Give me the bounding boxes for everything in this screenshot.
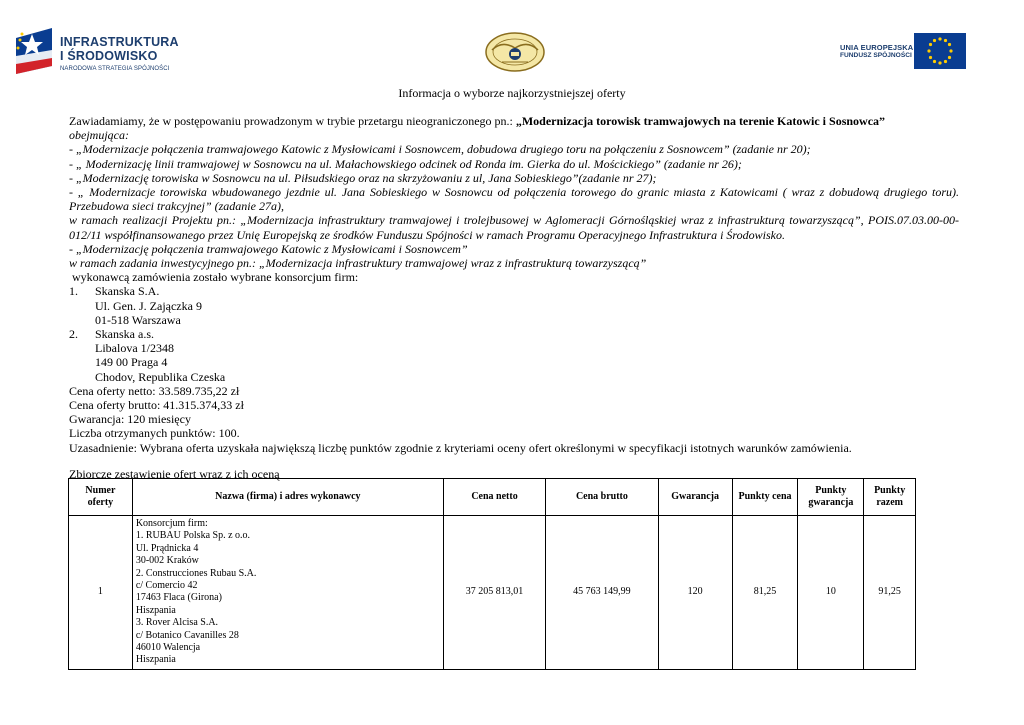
scope-label: obejmująca:	[69, 128, 129, 143]
scope-item: - „Modernizację połączenia tramwajowego Katowic z Mysłowicami i Sosnowcem”	[69, 241, 468, 256]
firm-address-line: c/ Comercio 42	[135, 580, 198, 592]
firm-address-line: Hiszpania	[135, 604, 176, 616]
poland-flag-star-icon	[12, 26, 56, 76]
col-header-number: Numer oferty	[69, 479, 133, 516]
firm-entry	[69, 327, 959, 341]
table-header-row	[69, 479, 916, 516]
cell-number: 1	[69, 516, 133, 670]
col-header-netto: Cena netto	[443, 479, 545, 516]
header	[0, 0, 1024, 80]
summary-points: Liczba otrzymanych punktów: 100.	[69, 426, 240, 441]
col-header-points-total: Punkty razem	[864, 479, 916, 516]
table-row	[69, 516, 916, 670]
cell-guarantee: 120	[658, 516, 732, 670]
firm-number: 1.	[69, 284, 78, 299]
firm-line: Ul. Gen. J. Zajączka 9	[95, 298, 202, 313]
scope-investment: w ramach zadania inwestycyjnego pn.: „Modernizacja infrastruktury tramwajowej wraz z infrastrukturą towarzyszącą”	[69, 256, 647, 271]
scope-item: - „ Modernizację linii tramwajowej w Sosnowcu na ul. Małachowskiego odcinek od Ronda im. Gierka do ul. Mościckiego” (zadanie nr 26);	[69, 156, 742, 171]
firm-line: Chodov, Republika Czeska	[95, 369, 226, 384]
firm-line: Skanska S.A.	[95, 284, 160, 299]
firm-entry	[69, 284, 959, 298]
logo-line-1: INFRASTRUKTURA	[60, 35, 179, 49]
col-header-guarantee: Gwarancja	[658, 479, 732, 516]
firm-address-line: 30-002 Kraków	[135, 555, 199, 567]
col-header-points-guarantee: Punkty gwarancja	[798, 479, 864, 516]
cell-firm	[132, 516, 443, 670]
summary-guarantee: Gwarancja: 120 miesięcy	[69, 412, 191, 427]
ue-line-1: UNIA EUROPEJSKA	[840, 43, 914, 52]
document-body	[69, 114, 959, 481]
eu-flag-icon	[914, 33, 966, 69]
summary-netto: Cena oferty netto: 33.589.735,22 zł	[69, 383, 240, 398]
col-header-brutto: Cena brutto	[546, 479, 658, 516]
cell-points-price: 81,25	[732, 516, 798, 670]
col-header-name: Nazwa (firma) i adres wykonawcy	[132, 479, 443, 516]
firm-address-line: Hiszpania	[135, 654, 176, 666]
spacer	[69, 455, 959, 467]
cell-brutto: 45 763 149,99	[546, 516, 658, 670]
firm-address-line: 17463 Flaca (Girona)	[135, 592, 222, 604]
offers-table	[68, 478, 916, 670]
firm-line: Skanska a.s.	[95, 327, 154, 342]
intro-project-name: „Modernizacja torowisk tramwajowych na terenie Katowic i Sosnowca”	[515, 114, 886, 128]
intro-prefix: Zawiadamiamy, że w postępowaniu prowadzonym w trybie przetargu nieograniczonego pn.:	[69, 114, 516, 128]
firm-number: 2.	[69, 327, 78, 342]
cell-points-guarantee: 10	[798, 516, 864, 670]
firm-address-line: Konsorcjum firm:	[135, 518, 208, 529]
infrastruktura-srodowisko-logo	[10, 24, 180, 80]
winner-intro: wykonawcą zamówienia zostało wybrane konsorcjum firm:	[69, 270, 359, 285]
firm-address-line: c/ Botanico Cavanilles 28	[135, 629, 239, 641]
firm-line: 149 00 Praga 4	[95, 355, 168, 370]
cell-points-total: 91,25	[864, 516, 916, 670]
scope-item: - „Modernizację torowiska w Sosnowcu na ul. Piłsudskiego oraz na skrzyżowaniu z ul, Jana Sobieskiego”(zadanie nr 27);	[69, 170, 657, 185]
firm-address-line: 46010 Walencja	[135, 642, 201, 654]
firm-address-line: 2. Construcciones Rubau S.A.	[135, 567, 257, 579]
cell-netto: 37 205 813,01	[443, 516, 545, 670]
tramwaje-slaskie-emblem-icon	[484, 30, 546, 74]
firm-address-line: 1. RUBAU Polska Sp. z o.o.	[135, 530, 251, 542]
ue-line-2: FUNDUSZ SPÓJNOŚCI	[840, 52, 912, 59]
unia-europejska-logo	[836, 32, 968, 72]
summary-justification: Uzasadnienie: Wybrana oferta uzyskała największą liczbę punktów zgodnie z kryteriami oceny ofert określonymi w specyfikacji istotnych warunków zamówienia.	[69, 440, 852, 455]
scope-item: - „ Modernizacje torowiska wbudowanego jezdnie ul. Jana Sobieskiego w Sosnowcu od połączenia torowego do granic miasta z Katowicami ( wraz z dobudową drugiego toru). Przebudowa sieci trakcyjnej” (zadanie 27a),	[69, 185, 959, 214]
logo-line-2: I ŚRODOWISKO	[60, 49, 158, 63]
firm-line: 01-518 Warszawa	[95, 312, 181, 327]
scope-item: - „Modernizacje połączenia tramwajowego Katowic z Mysłowicami i Sosnowcem, dobudowa drugiego toru na połączeniu z Sosnowcem” (zadanie nr 20);	[69, 142, 811, 157]
summary-brutto: Cena oferty brutto: 41.315.374,33 zł	[69, 398, 244, 413]
scope-project: w ramach realizacji Projektu pn.: „Modernizacja infrastruktury tramwajowej i trolejbusowej w Aglomeracji Górnośląskiej wraz z infrastrukturą towarzyszącą”, POIS.07.03.00-00-012/11 współfinansowanego przez Unię Europejską ze środków Funduszu Spójności w ramach Programu Operacyjnego Infrastruktura i Środowisko.	[69, 213, 959, 242]
firm-address-line: Ul. Prądnicka 4	[135, 542, 199, 554]
col-header-points-price: Punkty cena	[732, 479, 798, 516]
firm-address-line: 3. Rover Alcisa S.A.	[135, 617, 219, 629]
logo-line-3: NARODOWA STRATEGIA SPÓJNOŚCI	[60, 66, 170, 72]
firm-line: Libalova 1/2348	[95, 341, 174, 356]
document-title: Informacja o wyborze najkorzystniejszej oferty	[398, 86, 626, 100]
intro-paragraph	[69, 114, 959, 128]
table-title: Zbiorcze zestawienie ofert wraz z ich oceną	[69, 466, 280, 481]
